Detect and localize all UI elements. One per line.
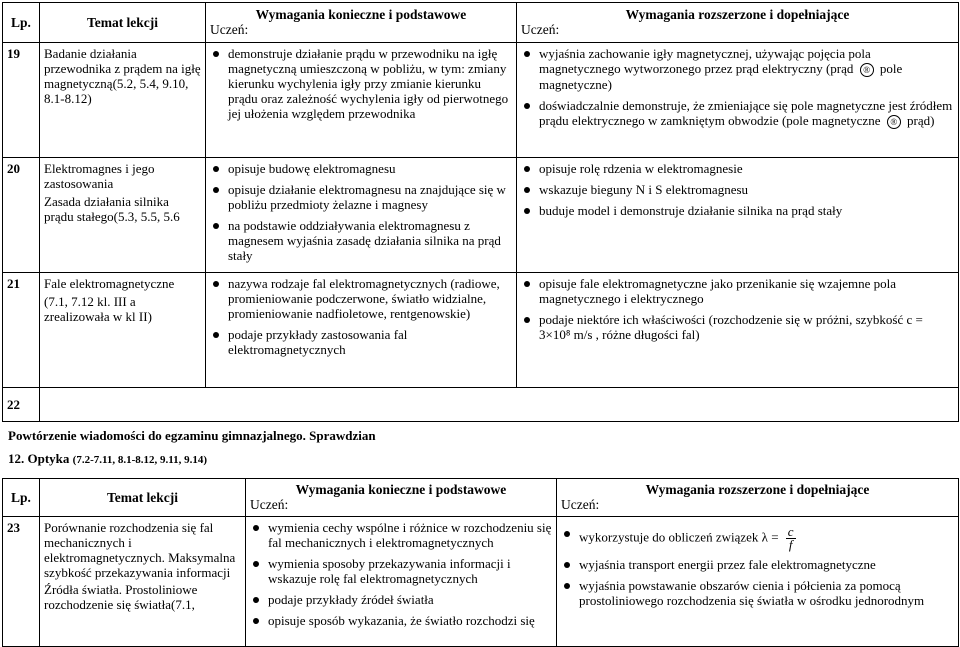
row-number: 22 — [3, 388, 40, 422]
requirement-item: opisuje działanie elektromagnesu na znajdujące się w pobliżu przedmioty żelazne i magnesy — [210, 182, 512, 212]
table-header-row — [3, 3, 959, 43]
lesson-topic — [40, 388, 206, 422]
header-title: Wymagania konieczne i podstawowe — [255, 7, 467, 22]
header-subtitle: Uczeń: — [561, 497, 600, 512]
section-heading — [8, 451, 207, 467]
requirement-item: wymienia cechy wspólne i różnice w rozchodzeniu się fal mechanicznych i elektromagnetycznych — [250, 520, 552, 550]
table-row — [3, 43, 959, 158]
header-wymagania-podstawowe — [246, 479, 557, 517]
basic-requirements — [206, 43, 517, 158]
topic-line: Zasada działania silnika prądu stałego(5.3, 5.5, 5.6 — [44, 194, 180, 224]
extended-requirements — [517, 388, 959, 422]
header-title: Wymagania konieczne i podstawowe — [295, 482, 507, 497]
lesson-topic — [40, 517, 246, 647]
requirement-item: demonstruje działanie prądu w przewodniku na igłę magnetyczną umieszczoną w pobliżu, w tym: zmiany kierunku wychylenia igły przy zmianie kierunku prądu oraz zależność wychylenia igły od pierwotnego jej ułożenia względem przewodnika — [210, 46, 512, 121]
header-title: Wymagania rozszerzone i dopełniające — [645, 482, 870, 497]
row-number: 23 — [3, 517, 40, 647]
row-number: 20 — [3, 158, 40, 273]
topic-line: Elektromagnes i jego zastosowania — [44, 161, 155, 191]
topic-line: Porównanie rozchodzenia się fal mechanicznych i elektromagnetycznych. Maksymalna szybkość przekazywania informacji — [44, 520, 236, 580]
header-temat: Temat lekcji — [40, 479, 246, 517]
header-wymagania-rozszerzone — [517, 3, 959, 43]
section-note: Powtórzenie wiadomości do egzaminu gimnazjalnego. Sprawdzian — [8, 428, 376, 443]
requirement-item: doświadczalnie demonstruje, że zmieniające się pole magnetyczne jest źródłem prądu elektrycznego w zamkniętym obwodzie (pole magnetyczne ® prąd) — [521, 98, 954, 129]
extended-requirements — [517, 43, 959, 158]
requirement-item: opisuje rolę rdzenia w elektromagnesie — [521, 161, 954, 176]
requirement-item: na podstawie oddziaływania elektromagnesu z magnesem wyjaśnia zasadę działania silnika na prąd stały — [210, 218, 512, 263]
header-temat: Temat lekcji — [40, 3, 206, 43]
requirement-item: podaje przykłady źródeł światła — [250, 592, 552, 607]
table-row — [3, 273, 959, 388]
basic-requirements — [206, 273, 517, 388]
requirement-item: wyjaśnia zachowanie igły magnetycznej, używając pojęcia pola magnetycznego wytworzonego przez prąd elektryczny (prąd ® pole magnetyczne) — [521, 46, 954, 92]
header-subtitle: Uczeń: — [250, 497, 289, 512]
requirement-item: wyjaśnia transport energii przez fale elektromagnetyczne — [561, 557, 954, 572]
table-header-row — [3, 479, 959, 517]
requirement-item: opisuje fale elektromagnetyczne jako przenikanie się wzajemne pola magnetycznego i elektrycznego — [521, 276, 954, 306]
requirement-item: nazywa rodzaje fal elektromagnetycznych (radiowe, promieniowanie podczerwone, światło widzialne, promieniowanie nadfioletowe, rentgenowskie) — [210, 276, 512, 321]
basic-requirements — [246, 517, 557, 647]
section-title: 12. Optyka — [8, 451, 70, 466]
requirements-table-1 — [2, 2, 959, 422]
table-row — [3, 517, 959, 647]
header-lp: Lp. — [3, 479, 40, 517]
requirement-item: opisuje sposób wykazania, że światło rozchodzi się — [250, 613, 552, 628]
lesson-topic — [40, 43, 206, 158]
requirement-item: wykorzystuje do obliczeń związek λ = $\frac{c}{f}$ — [561, 526, 954, 551]
header-subtitle: Uczeń: — [210, 22, 249, 37]
requirement-item: podaje niektóre ich właściwości (rozchodzenie się w próżni, szybkość c = 3×10⁸ m/s , różne długości fal) — [521, 312, 954, 342]
topic-line: (7.1, 7.12 kl. III a zrealizowała w kl II) — [44, 294, 152, 324]
row-number: 19 — [3, 43, 40, 158]
requirement-item: opisuje budowę elektromagnesu — [210, 161, 512, 176]
extended-requirements — [557, 517, 959, 647]
table-row — [3, 388, 959, 422]
extended-requirements — [517, 273, 959, 388]
header-title: Wymagania rozszerzone i dopełniające — [625, 7, 850, 22]
requirement-item: podaje przykłady zastosowania fal elektromagnetycznych — [210, 327, 512, 357]
section-reference: (7.2-7.11, 8.1-8.12, 9.11, 9.14) — [72, 454, 208, 466]
requirement-item: wyjaśnia powstawanie obszarów cienia i półcienia za pomocą prostoliniowego rozchodzenia się światła w ośrodku jednorodnym — [561, 578, 954, 608]
arrow-symbol-icon: ® — [860, 63, 874, 77]
lesson-topic — [40, 273, 206, 388]
header-subtitle: Uczeń: — [521, 22, 560, 37]
extended-requirements — [517, 158, 959, 273]
requirement-item: wymienia sposoby przekazywania informacji i wskazuje rolę fal elektromagnetycznych — [250, 556, 552, 586]
requirements-table-2 — [2, 478, 959, 647]
topic-line: Źródła światła. Prostoliniowe rozchodzenie się światła(7.1, — [44, 582, 198, 612]
row-number: 21 — [3, 273, 40, 388]
table-row — [3, 158, 959, 273]
topic-line: Fale elektromagnetyczne — [44, 276, 175, 291]
arrow-symbol-icon: ® — [887, 115, 901, 129]
lesson-topic — [40, 158, 206, 273]
basic-requirements — [206, 158, 517, 273]
header-wymagania-podstawowe — [206, 3, 517, 43]
requirement-item: wskazuje bieguny N i S elektromagnesu — [521, 182, 954, 197]
header-wymagania-rozszerzone — [557, 479, 959, 517]
formula-fraction: $\frac{c}{f}$ — [787, 524, 794, 552]
header-lp: Lp. — [3, 3, 40, 43]
basic-requirements — [206, 388, 517, 422]
requirement-item: buduje model i demonstruje działanie silnika na prąd stały — [521, 203, 954, 218]
topic-line: Badanie działania przewodnika z prądem na igłę magnetyczną(5.2, 5.4, 9.10, 8.1-8.12) — [44, 46, 201, 106]
